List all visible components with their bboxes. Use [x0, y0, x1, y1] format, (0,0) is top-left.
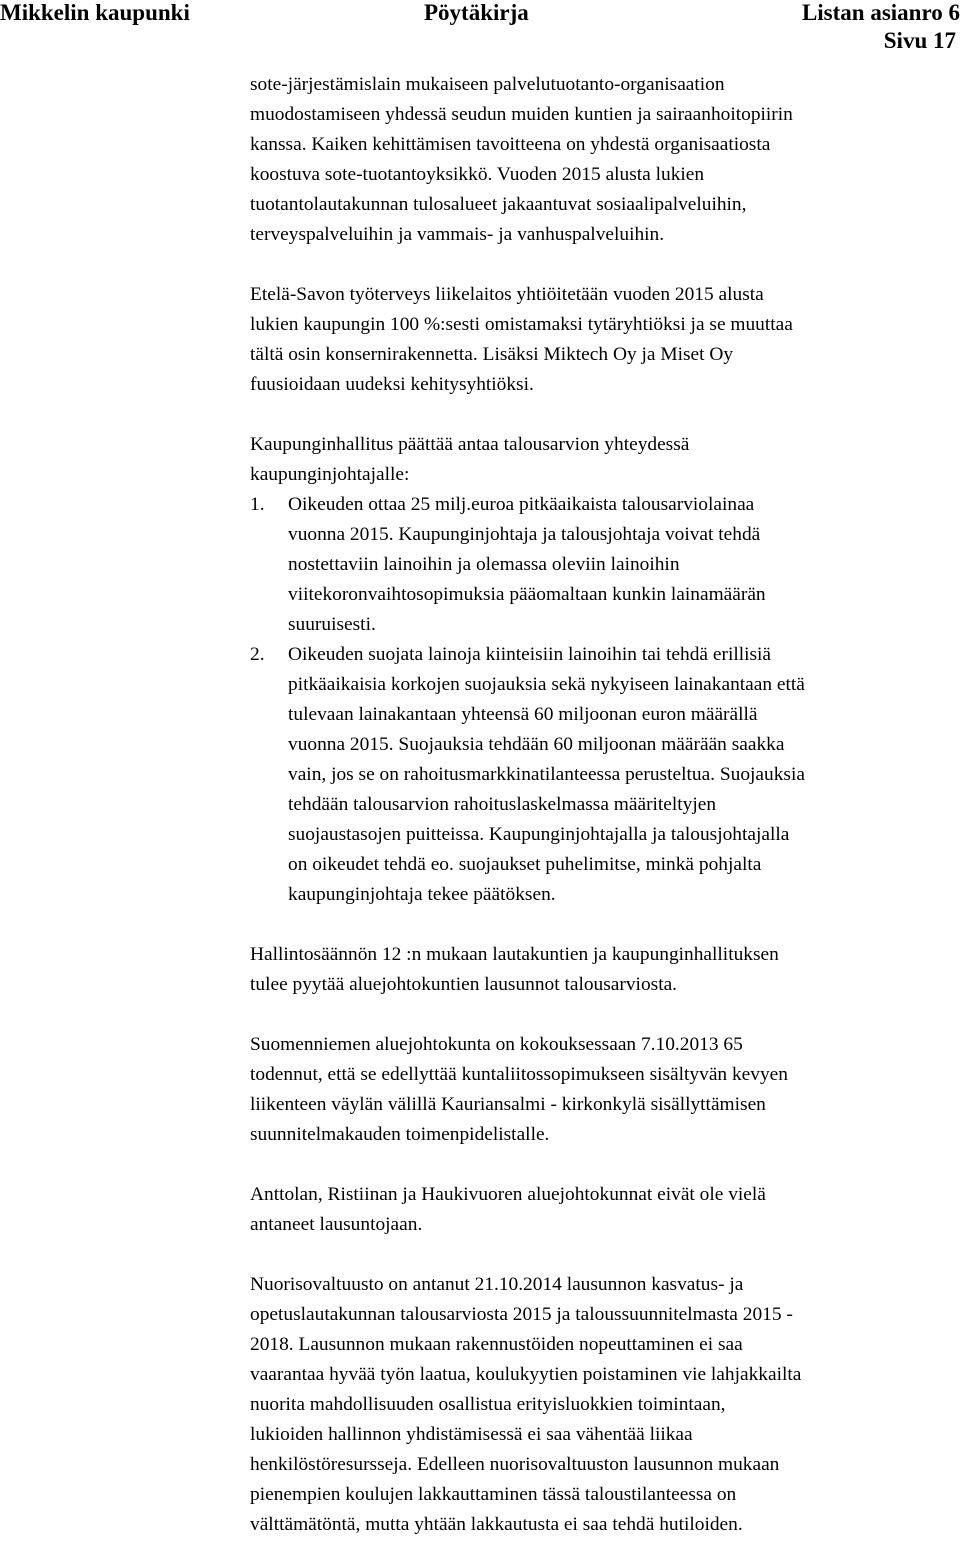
text-line: tulevaan lainakantaan yhteensä 60 miljoonan euron määrällä: [288, 704, 758, 725]
text-line: muodostamiseen yhdessä seudun muiden kuntien ja sairaanhoitopiirin: [250, 104, 793, 125]
paragraph-suomenniemi: [250, 1030, 958, 1150]
organization-name: Mikkelin kaupunki: [0, 0, 190, 25]
text-line: Nuorisovaltuusto on antanut 21.10.2014 lausunnon kasvatus- ja: [250, 1274, 744, 1295]
paragraph-sote: [250, 70, 958, 250]
list-item: [250, 490, 958, 640]
text-line: Etelä-Savon työterveys liikelaitos yhtiöitetään vuoden 2015 alusta: [250, 284, 764, 305]
list-number: 1.: [250, 494, 265, 515]
text-line: nostettaviin lainoihin ja olemassa oleviin lainoihin: [288, 554, 680, 575]
document-type: Pöytäkirja: [424, 0, 529, 25]
page-header: [0, 0, 960, 60]
text-line: tältä osin konsernirakennetta. Lisäksi Miktech Oy ja Miset Oy: [250, 344, 734, 365]
text-line: terveyspalveluihin ja vammais- ja vanhuspalveluihin.: [250, 224, 665, 245]
text-line: todennut, että se edellyttää kuntaliitossopimukseen sisältyvän kevyen: [250, 1064, 788, 1085]
text-line: tuotantolautakunnan tulosalueet jakaantuvat sosiaalipalveluihin,: [250, 194, 747, 215]
document-body: [250, 70, 958, 1540]
paragraph-spacer: [250, 1240, 958, 1270]
paragraph-spacer: [250, 910, 958, 940]
text-line: koostuva sote-tuotantoyksikkö. Vuoden 2015 alusta lukien: [250, 164, 705, 185]
text-line: sote-järjestämislain mukaiseen palvelutuotanto-organisaation: [250, 74, 725, 95]
text-line: vaarantaa hyvää työn laatua, koulukyytien poistaminen vie lahjakkailta: [250, 1364, 802, 1385]
list-item: [250, 640, 958, 910]
text-line: suojaustasojen puitteissa. Kaupunginjohtajalla ja talousjohtajalla: [288, 824, 790, 845]
text-line: suunnitelmakauden toimenpidelistalle.: [250, 1124, 550, 1145]
text-line: välttämätöntä, mutta yhtään lakkautusta ei saa tehdä hutiloiden.: [250, 1514, 743, 1535]
text-line: kaupunginjohtaja tekee päätöksen.: [288, 884, 556, 905]
paragraph-tyoterveys: [250, 280, 958, 400]
paragraph-hallintosaanto: [250, 940, 958, 1000]
text-line: viitekoronvaihtosopimuksia pääomaltaan kunkin lainamäärän: [288, 584, 766, 605]
page-number: Sivu 17: [883, 28, 956, 53]
text-line: pienempien koulujen lakkauttaminen tässä taloustilanteessa on: [250, 1484, 737, 1505]
text-line: Suomenniemen aluejohtokunta on kokouksessaan 7.10.2013 65: [250, 1034, 743, 1055]
text-line: liikenteen väylän välillä Kauriansalmi - kirkonkylä sisällyttämisen: [250, 1094, 766, 1115]
text-line: lukioiden hallinnon yhdistämisessä ei saa vähentää liikaa: [250, 1424, 693, 1445]
text-line: suuruisesti.: [288, 614, 376, 635]
text-line: opetuslautakunnan talousarviosta 2015 ja taloussuunnitelmasta 2015 -: [250, 1304, 793, 1325]
text-line: vuonna 2015. Kaupunginjohtaja ja talousjohtaja voivat tehdä: [288, 524, 761, 545]
text-line: fuusioidaan uudeksi kehitysyhtiöksi.: [250, 374, 534, 395]
text-line: Oikeuden ottaa 25 milj.euroa pitkäaikaista talousarviolainaa: [288, 494, 755, 515]
text-line: on oikeudet tehdä eo. suojaukset puhelimitse, minkä pohjalta: [288, 854, 762, 875]
paragraph-aluejohtokunnat: [250, 1180, 958, 1240]
text-line: Anttolan, Ristiinan ja Haukivuoren aluejohtokunnat eivät ole vielä: [250, 1184, 766, 1205]
paragraph-kaupunginhallitus: [250, 430, 958, 490]
text-line: Kaupunginhallitus päättää antaa talousarvion yhteydessä: [250, 434, 690, 455]
text-line: henkilöstöresursseja. Edelleen nuorisovaltuuston lausunnon mukaan: [250, 1454, 780, 1475]
text-line: nuorita mahdollisuuden osallistua erityisluokkien toimintaan,: [250, 1394, 726, 1415]
paragraph-nuorisovaltuusto: [250, 1270, 958, 1540]
text-line: Oikeuden suojata lainoja kiinteisiin lainoihin tai tehdä erillisiä: [288, 644, 772, 665]
list-number: 2.: [250, 644, 265, 665]
text-line: vain, jos se on rahoitusmarkkinatilanteessa perusteltua. Suojauksia: [288, 764, 805, 785]
text-line: lukien kaupungin 100 %:sesti omistamaksi tytäryhtiöksi ja se muuttaa: [250, 314, 793, 335]
text-line: pitkäaikaisia korkojen suojauksia sekä nykyiseen lainakantaan että: [288, 674, 805, 695]
agenda-item-number: Listan asianro 6: [801, 0, 960, 25]
paragraph-spacer: [250, 250, 958, 280]
text-line: kaupunginjohtajalle:: [250, 464, 410, 485]
text-line: antaneet lausuntojaan.: [250, 1214, 423, 1235]
text-line: tulee pyytää aluejohtokuntien lausunnot talousarviosta.: [250, 974, 678, 995]
paragraph-spacer: [250, 1000, 958, 1030]
text-line: Hallintosäännön 12 :n mukaan lautakuntien ja kaupunginhallituksen: [250, 944, 779, 965]
paragraph-spacer: [250, 1150, 958, 1180]
text-line: vuonna 2015. Suojauksia tehdään 60 miljoonan määrään saakka: [288, 734, 785, 755]
text-line: 2018. Lausunnon mukaan rakennustöiden nopeuttaminen ei saa: [250, 1334, 743, 1355]
paragraph-spacer: [250, 400, 958, 430]
text-line: tehdään talousarvion rahoituslaskelmassa määriteltyjen: [288, 794, 717, 815]
text-line: kanssa. Kaiken kehittämisen tavoitteena on yhdestä organisaatiosta: [250, 134, 771, 155]
